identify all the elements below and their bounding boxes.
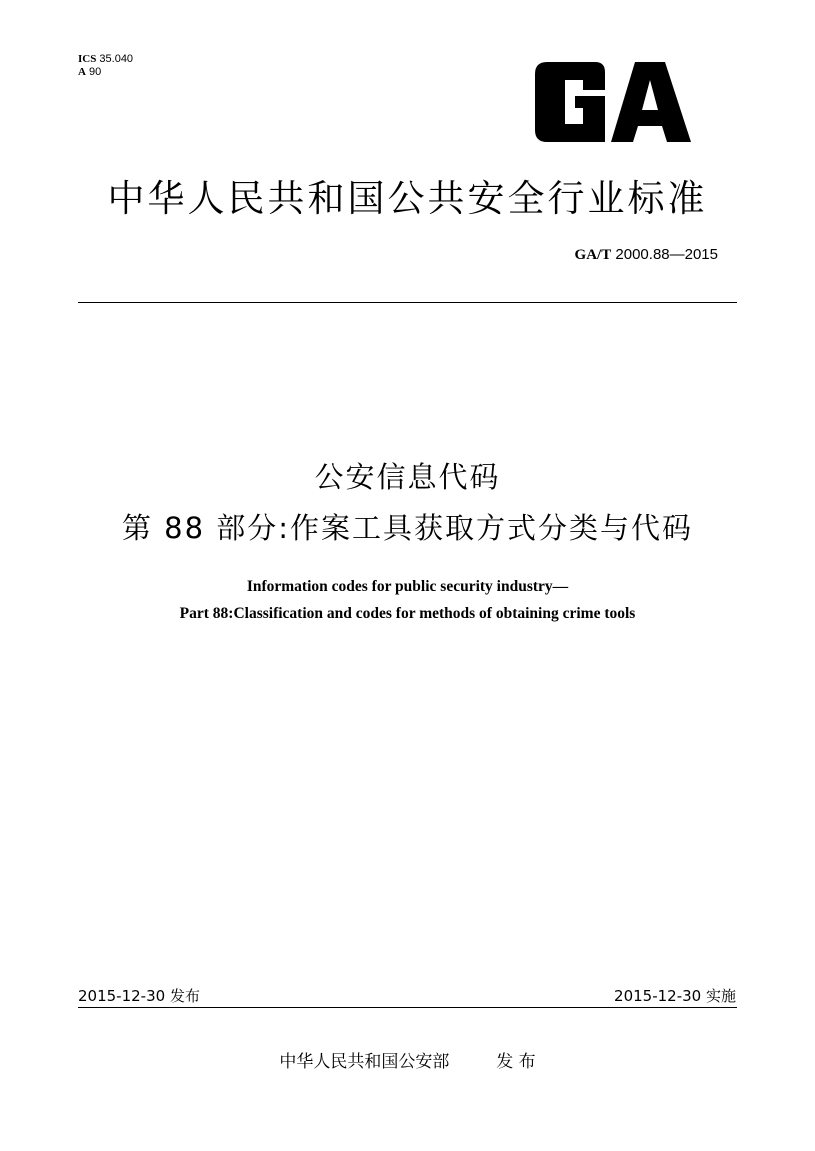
standard-number-value: 2000.88—2015 bbox=[615, 246, 718, 263]
ics-line bbox=[78, 53, 133, 66]
classification-code: 90 bbox=[89, 66, 102, 78]
footer-divider bbox=[78, 1007, 737, 1008]
classification-label: A bbox=[78, 66, 86, 78]
ics-code: 35.040 bbox=[99, 53, 134, 65]
logo-letter-a bbox=[611, 62, 691, 142]
en-title-line1: Information codes for public security industry— bbox=[246, 578, 569, 595]
classification-line bbox=[78, 66, 101, 79]
header-divider bbox=[78, 302, 737, 303]
ga-logo bbox=[533, 62, 693, 142]
cn-title-line1: 公安信息代码 bbox=[314, 460, 501, 494]
standard-number bbox=[575, 246, 718, 264]
standard-number-prefix: GA/T bbox=[574, 247, 612, 263]
ics-label: ICS bbox=[78, 53, 97, 65]
logo-letter-g bbox=[535, 62, 605, 142]
implement-date: 2015-12-30 实施 bbox=[614, 987, 736, 1005]
issuer-name: 中华人民共和国公安部 bbox=[279, 1052, 450, 1072]
en-title-line2: Part 88:Classification and codes for methods of obtaining crime tools bbox=[179, 605, 636, 622]
issuer-action: 发 布 bbox=[496, 1052, 536, 1072]
publish-date: 2015-12-30 发布 bbox=[78, 987, 200, 1005]
issuer-line bbox=[0, 1047, 815, 1072]
cn-title-line2: 第 88 部分:作案工具获取方式分类与代码 bbox=[121, 511, 694, 545]
standard-type-title: 中华人民共和国公共安全行业标准 bbox=[107, 177, 708, 220]
